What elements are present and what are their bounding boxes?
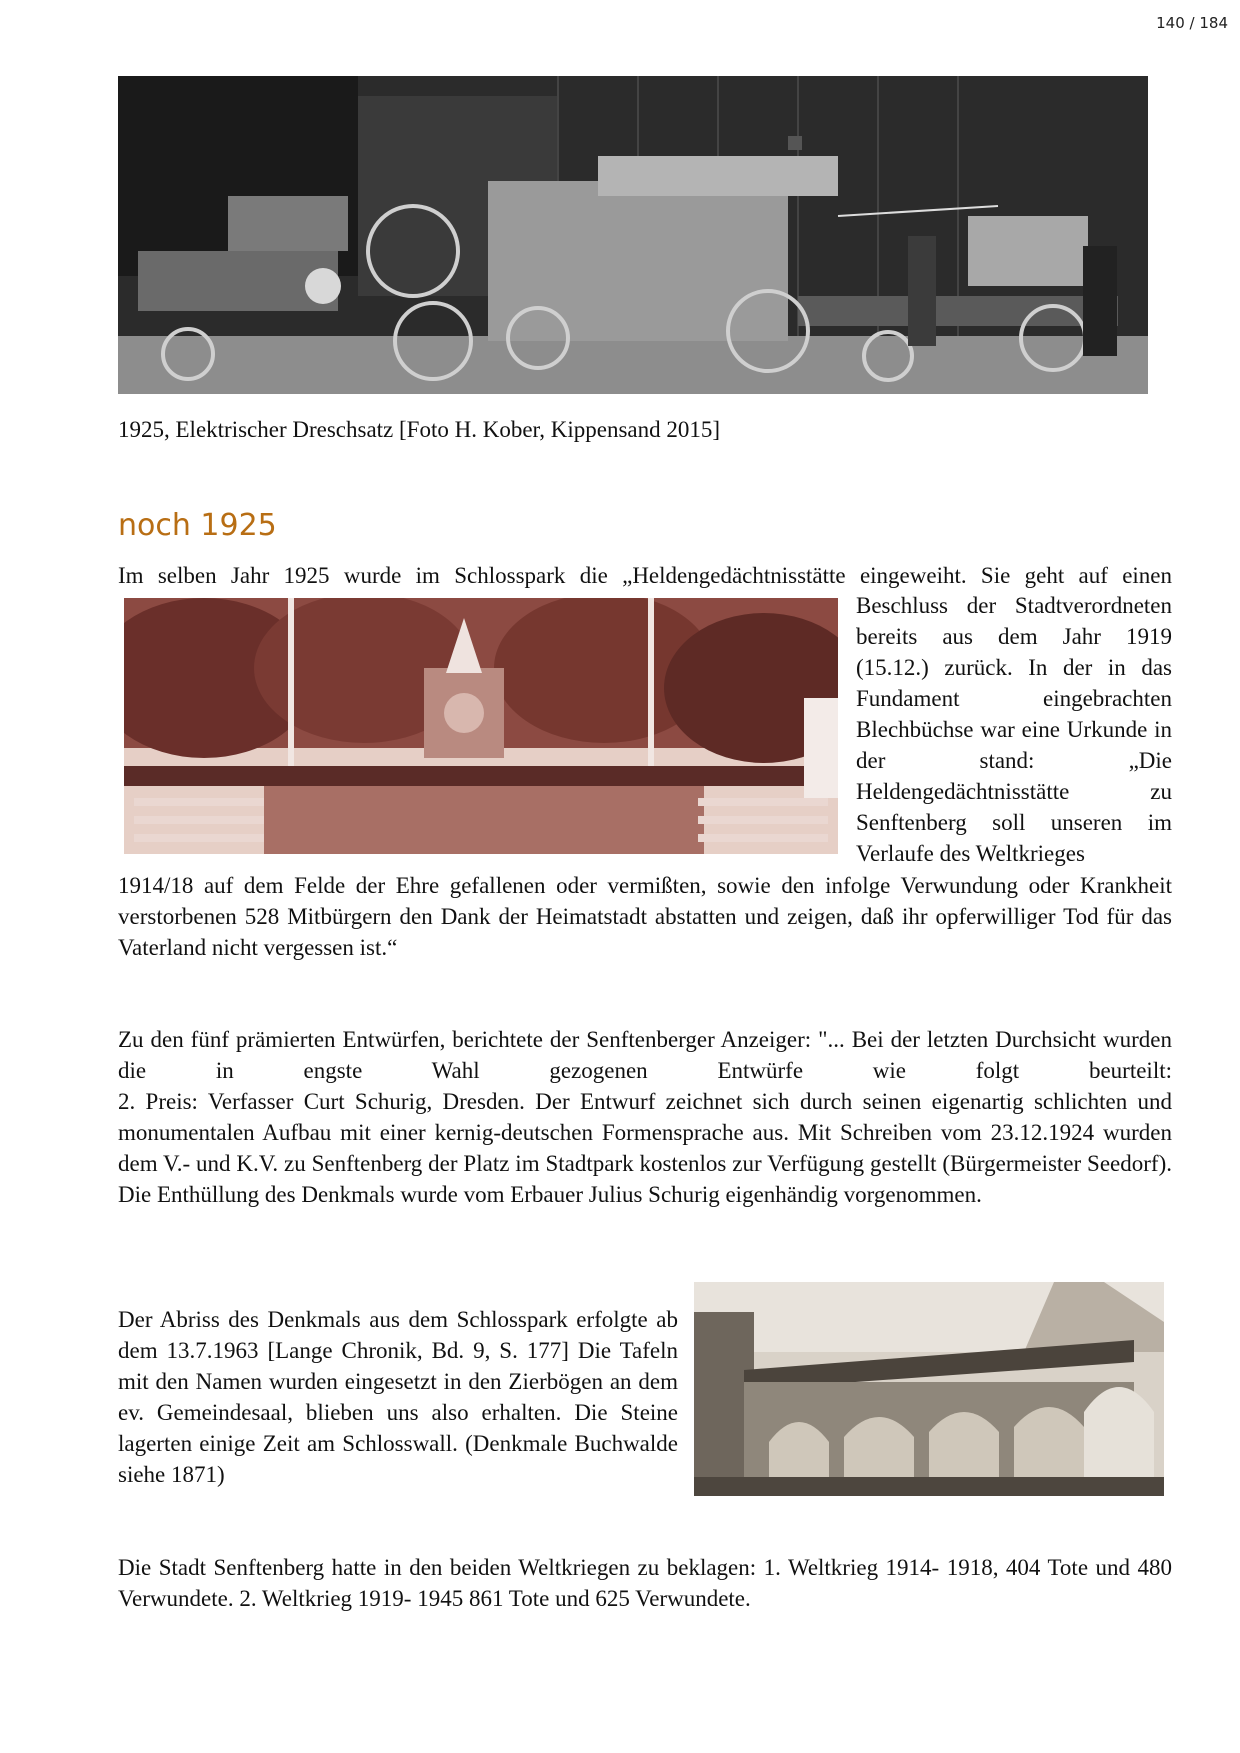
- abriss-paragraph: Der Abriss des Denkmals aus dem Schlosspark erfolgte ab dem 13.7.1963 [Lange Chronik, Bd. 9, S. 177] Die Tafeln mit den Namen wurden eingesetzt in den Zierbögen an dem ev. Gemeindesaal, blieben uns also erhalten. Die Steine lagerten einige Zeit am Schlosswall. (Denkmale Buchwalde siehe 1871): [118, 1307, 678, 1487]
- thresher-photo: [118, 76, 1148, 394]
- gemeindesaal-photo: [694, 1282, 1164, 1496]
- photo-caption: 1925, Elektrischer Dreschsatz [Foto H. Kober, Kippensand 2015]: [118, 417, 721, 442]
- wettbewerb-line: Zu den fünf prämierten Entwürfen, berichtete der Senftenberger Anzeiger: "... Bei der letzten Durchsicht wurden die in engste Wahl gezogenen Entwürfe wie folgt beurteilt:: [118, 1027, 1172, 1083]
- bilanz-paragraph: Die Stadt Senftenberg hatte in den beiden Weltkriegen zu beklagen: 1. Weltkrieg 1914- 1918, 404 Tote und 480 Verwundete. 2. Weltkrieg 1919- 1945 861 Tote und 625 Verwundete.: [118, 1555, 1172, 1611]
- memorial-photo: [124, 598, 838, 854]
- wettbewerb-paragraph: [118, 1024, 1172, 1210]
- page-number: 140 / 184: [1156, 14, 1228, 32]
- section-title: noch 1925: [118, 508, 277, 543]
- memorial-continuation: 1914/18 auf dem Felde der Ehre gefallenen oder vermißten, sowie den infolge Verwundung oder Krankheit verstorbenen 528 Mitbürgern den Dank der Heimatstadt abstatten und zeigen, daß ihr opferwilliger Tod für das Vaterland nicht vergessen ist.“: [118, 873, 1172, 960]
- intro-paragraph-line: Im selben Jahr 1925 wurde im Schlosspark die „Heldengedächtnisstätte eingeweiht. Sie geht auf einen: [118, 563, 1172, 588]
- wettbewerb-rest: 2. Preis: Verfasser Curt Schurig, Dresden. Der Entwurf zeichnet sich durch seinen eigenartig schlichten und monumentalen Aufbau mit einer kernig-deutschen Formensprache aus. Mit Schreiben vom 23.12.1924 wurden dem V.- und K.V. zu Senftenberg der Platz im Stadtpark kostenlos zur Verfügung gestellt (Bürgermeister Seedorf). Die Enthüllung des Denkmals wurde vom Erbauer Julius Schurig eigenhändig vorgenommen.: [118, 1089, 1172, 1207]
- memorial-side-text: Beschluss der Stadtverordneten bereits aus dem Jahr 1919 (15.12.) zurück. In der in das Fundament eingebrachten Blechbüchse war eine Urkunde in der stand: „Die Heldengedächtnisstätte zu Senftenberg soll unseren im Verlaufe des Weltkrieges: [856, 593, 1172, 866]
